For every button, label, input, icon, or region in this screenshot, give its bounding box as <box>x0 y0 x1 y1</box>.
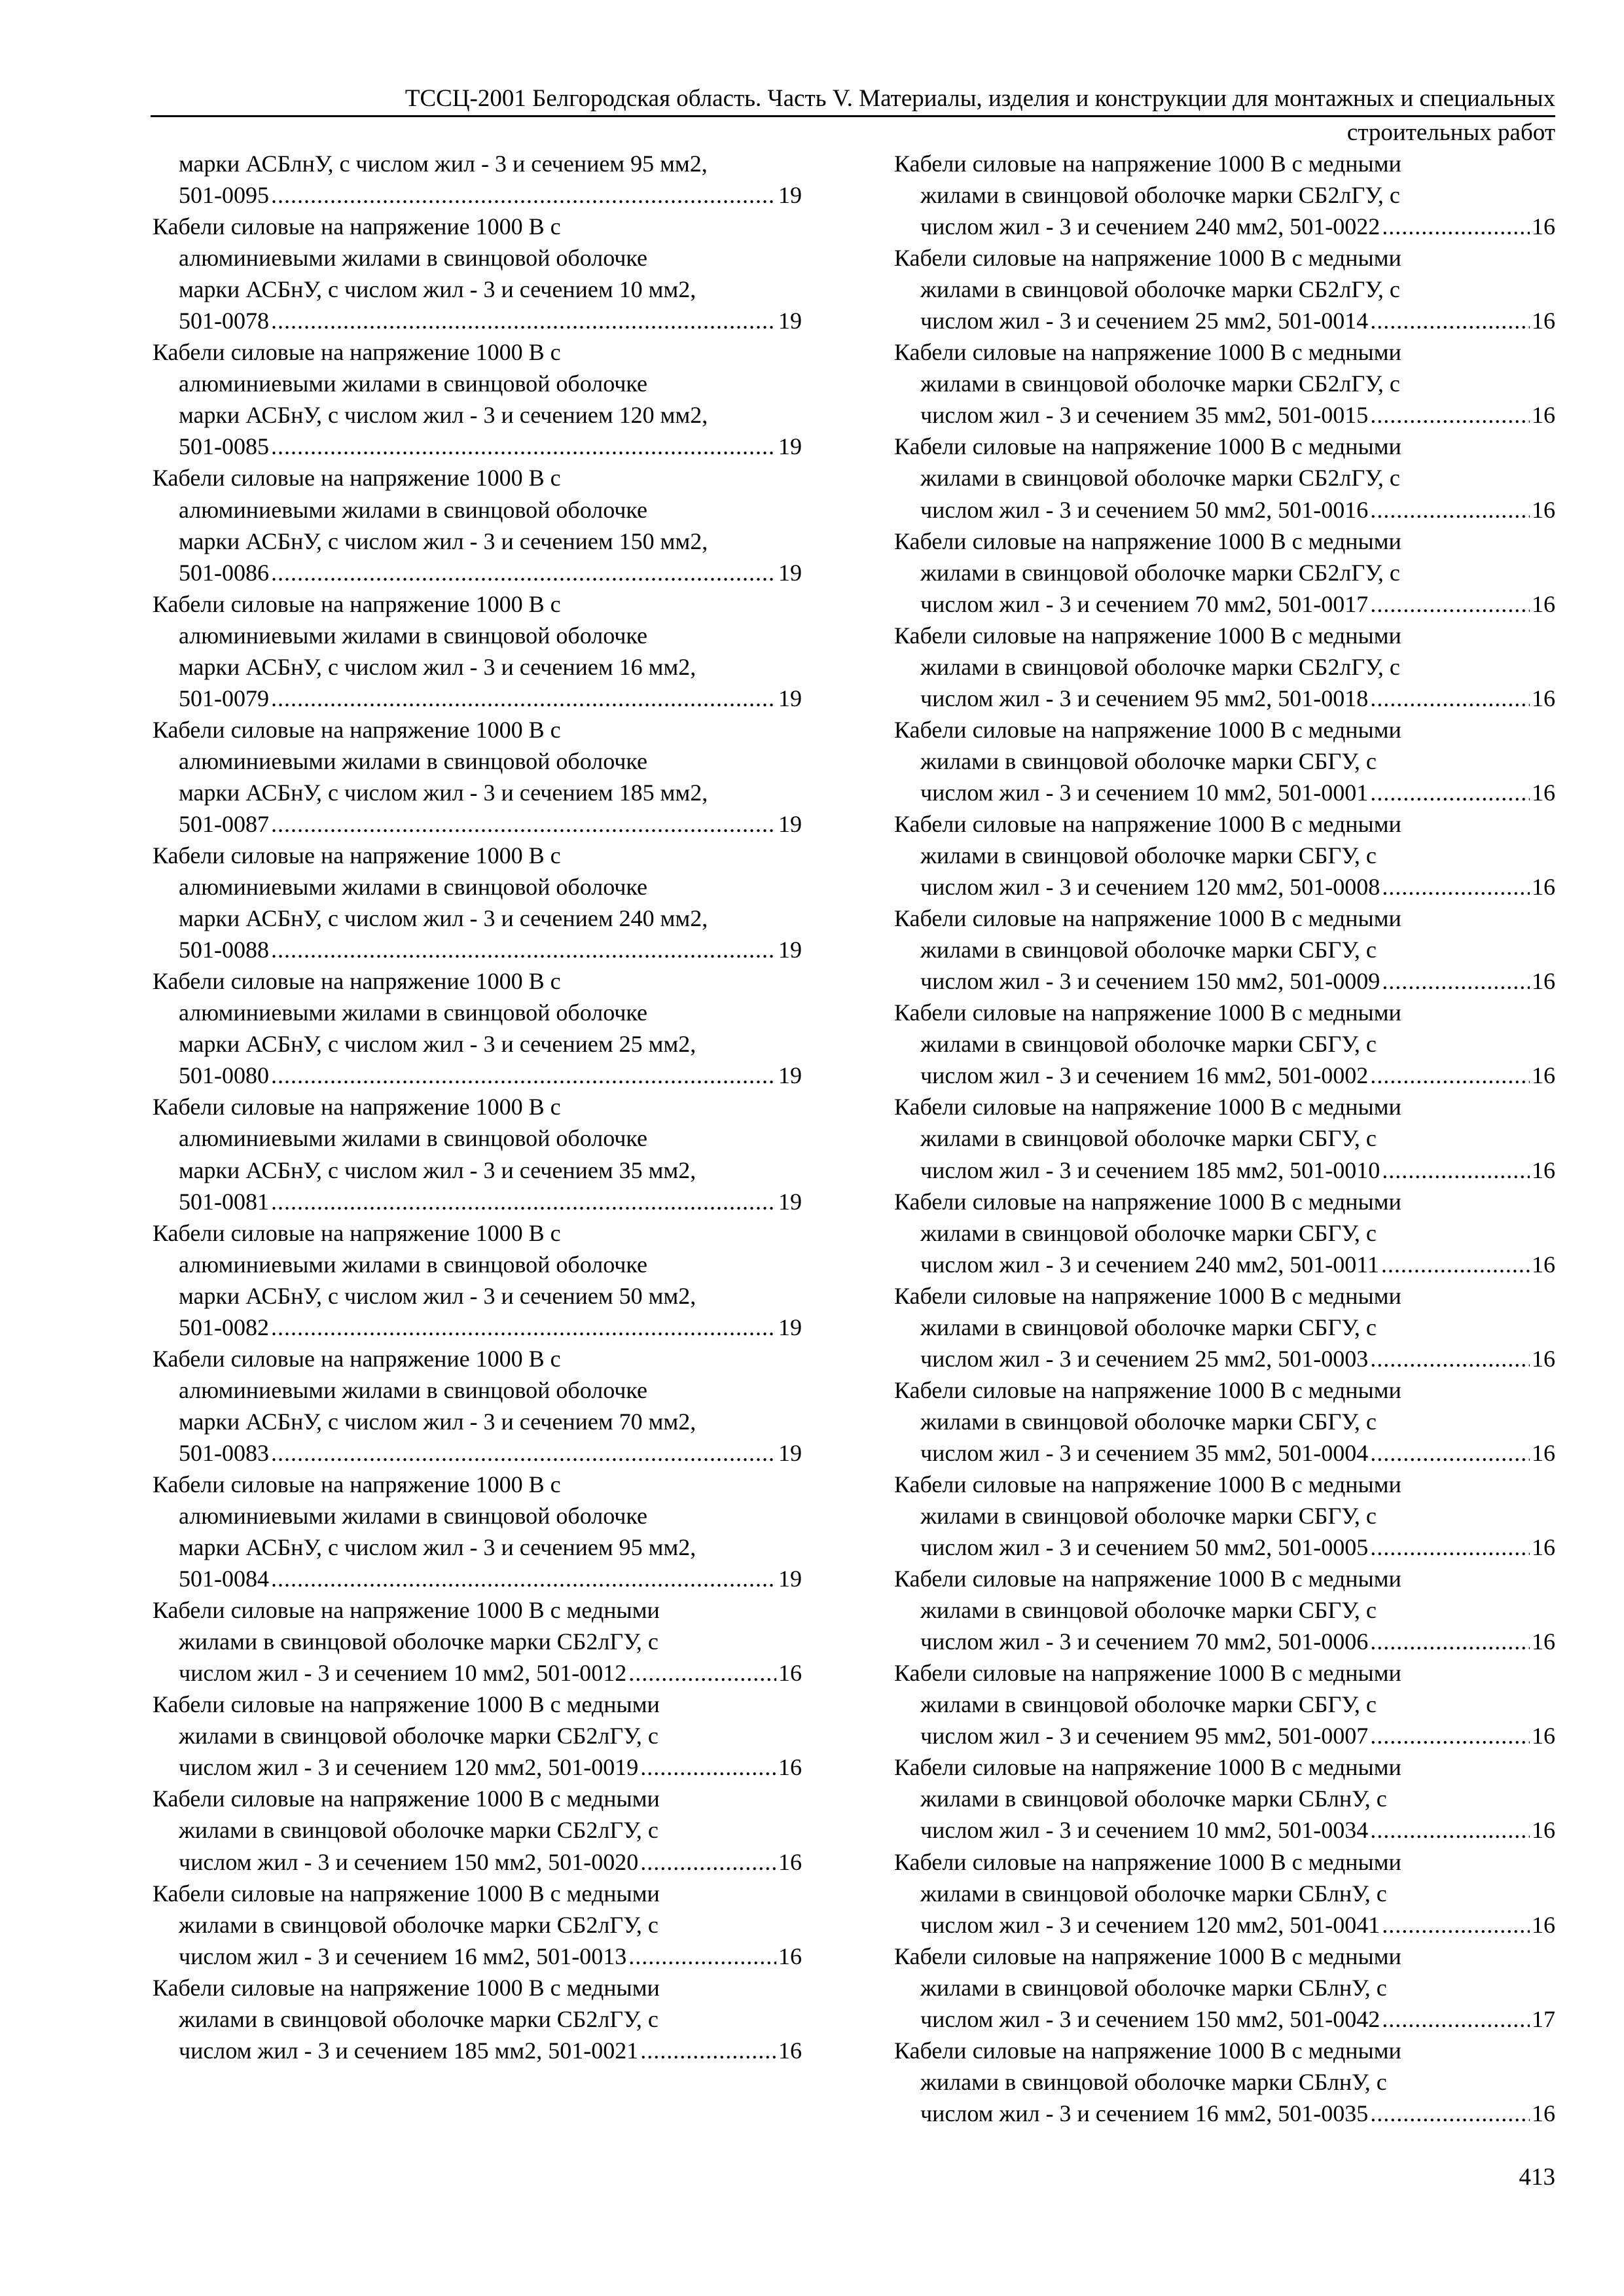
index-entry-line: марки АСБнУ, с числом жил - 3 и сечением 35 мм2, <box>179 1157 696 1183</box>
index-entry-line: Кабели силовые на напряжение 1000 В с <box>153 716 561 743</box>
index-entry-line: Кабели силовые на напряжение 1000 В с медными <box>153 1880 660 1907</box>
index-entry-page-ref: 16 <box>778 1754 802 1781</box>
index-entry-line: марки АСБнУ, с числом жил - 3 и сечением 150 мм2, <box>179 528 708 554</box>
index-entry-text: 501-0080 <box>179 1062 269 1089</box>
index-entry-line: Кабели силовые на напряжение 1000 В с медными <box>153 1785 660 1812</box>
index-entry-text: 501-0087 <box>179 810 269 837</box>
index-entry-line: жилами в свинцовой оболочке марки СБлнУ, с <box>920 1785 1387 1812</box>
index-entry-last-line <box>894 1532 1555 1563</box>
index-entry-line: жилами в свинцовой оболочке марки СБГУ, с <box>920 1597 1377 1624</box>
index-entry <box>894 431 1555 525</box>
index-entry-last-line <box>153 1312 802 1343</box>
dot-leader <box>640 1751 776 1783</box>
index-entry <box>153 1783 802 1877</box>
index-entry-line: жилами в свинцовой оболочке марки СБГУ, с <box>920 1219 1377 1246</box>
index-entry <box>894 1469 1555 1563</box>
index-entry-line: алюминиевыми жилами в свинцовой оболочке <box>179 496 647 523</box>
dot-leader <box>1370 1343 1530 1374</box>
index-entry <box>153 148 802 211</box>
index-entry-page-ref: 19 <box>778 182 802 209</box>
index-entry-line: Кабели силовые на напряжение 1000 В с <box>153 842 561 869</box>
index-entry-page-ref: 16 <box>1532 779 1555 806</box>
index-entry <box>153 965 802 1091</box>
index-entry-page-ref: 19 <box>778 1566 802 1592</box>
index-entry-text: числом жил - 3 и сечением 25 мм2, 501-0014 <box>920 308 1369 334</box>
index-entry-line: марки АСБнУ, с числом жил - 3 и сечением 240 мм2, <box>179 905 708 932</box>
index-entry-last-line <box>153 808 802 840</box>
index-entry-text: числом жил - 3 и сечением 35 мм2, 501-0004 <box>920 1439 1369 1466</box>
index-column-right <box>894 148 1555 2129</box>
index-entry <box>894 1280 1555 1374</box>
index-entry-last-line <box>894 494 1555 526</box>
index-entry-text: 501-0095 <box>179 182 269 209</box>
index-entry-text: числом жил - 3 и сечением 16 мм2, 501-0013 <box>179 1943 627 1969</box>
index-entry-text: 501-0088 <box>179 937 269 963</box>
index-entry-page-ref: 16 <box>1532 496 1555 523</box>
index-entry-line: алюминиевыми жилами в свинцовой оболочке <box>179 747 647 774</box>
index-entry-last-line <box>894 871 1555 903</box>
index-entry-line: жилами в свинцовой оболочке марки СБ2лГУ, с <box>179 1723 659 1749</box>
running-header-continuation: строительных работ <box>1346 119 1555 146</box>
index-entry-last-line <box>894 211 1555 242</box>
index-entry <box>894 242 1555 336</box>
index-entry-page-ref: 16 <box>1532 1251 1555 1278</box>
index-entry-page-ref: 19 <box>778 1062 802 1089</box>
index-entry-line: алюминиевыми жилами в свинцовой оболочке <box>179 1376 647 1403</box>
dot-leader <box>1370 494 1530 526</box>
index-entry <box>153 462 802 588</box>
index-entry-last-line <box>153 1941 802 1972</box>
index-entry <box>894 714 1555 808</box>
dot-leader <box>1370 1814 1530 1846</box>
index-entry-text: числом жил - 3 и сечением 50 мм2, 501-0016 <box>920 496 1369 523</box>
index-entry-text: числом жил - 3 и сечением 16 мм2, 501-0002 <box>920 1062 1369 1089</box>
dot-leader <box>1382 1155 1530 1186</box>
index-entry-line: Кабели силовые на напряжение 1000 В с медными <box>894 1471 1401 1498</box>
dot-leader <box>640 2035 776 2066</box>
index-entry-line: Кабели силовые на напряжение 1000 В с медными <box>894 1660 1401 1687</box>
index-entry-page-ref: 16 <box>1532 1439 1555 1466</box>
dot-leader <box>271 305 776 336</box>
index-entry-last-line <box>894 1343 1555 1374</box>
index-entry-line: жилами в свинцовой оболочке марки СБ2лГУ, с <box>920 370 1400 397</box>
index-entry-line: жилами в свинцовой оболочке марки СБлнУ, с <box>920 1974 1387 2001</box>
index-entry-last-line <box>153 557 802 588</box>
index-entry-text: числом жил - 3 и сечением 120 мм2, 501-0008 <box>920 874 1380 901</box>
index-entry-line: жилами в свинцовой оболочке марки СБ2лГУ, с <box>179 2005 659 2032</box>
index-entry-last-line <box>894 1249 1555 1280</box>
index-entry <box>153 1594 802 1689</box>
index-entry <box>894 997 1555 1091</box>
dot-leader <box>1382 1909 1530 1941</box>
dot-leader <box>1370 1060 1530 1091</box>
index-entry-line: Кабели силовые на напряжение 1000 В с <box>153 213 561 240</box>
dot-leader <box>1370 777 1530 808</box>
index-entry-line: алюминиевыми жилами в свинцовой оболочке <box>179 245 647 272</box>
index-entry-last-line <box>153 1060 802 1091</box>
index-entry-page-ref: 16 <box>1532 1817 1555 1844</box>
index-entry-line: Кабели силовые на напряжение 1000 В с медными <box>894 1188 1401 1215</box>
index-entry-line: жилами в свинцовой оболочке марки СБ2лГУ, с <box>179 1628 659 1655</box>
index-entry-text: числом жил - 3 и сечением 10 мм2, 501-0012 <box>179 1660 627 1687</box>
index-entry-last-line <box>153 1846 802 1878</box>
index-entry-line: Кабели силовые на напряжение 1000 В с медными <box>894 1754 1401 1781</box>
index-entry-page-ref: 19 <box>778 1188 802 1215</box>
index-entry-line: Кабели силовые на напряжение 1000 В с <box>153 1219 561 1246</box>
index-entry-line: жилами в свинцовой оболочке марки СБ2лГУ, с <box>179 1817 659 1844</box>
index-entry-last-line <box>894 1155 1555 1186</box>
index-entry-line: алюминиевыми жилами в свинцовой оболочке <box>179 874 647 901</box>
index-entry-text: числом жил - 3 и сечением 50 мм2, 501-0005 <box>920 1534 1369 1561</box>
index-entry-line: жилами в свинцовой оболочке марки СБГУ, с <box>920 1314 1377 1340</box>
index-entry-line: жилами в свинцовой оболочке марки СБ2лГУ, с <box>920 276 1400 303</box>
index-entry-line: марки АСБнУ, с числом жил - 3 и сечением 185 мм2, <box>179 779 708 806</box>
index-entry-text: числом жил - 3 и сечением 95 мм2, 501-0007 <box>920 1723 1369 1749</box>
index-entry-page-ref: 19 <box>778 1314 802 1340</box>
index-entry <box>894 620 1555 714</box>
index-entry-line: Кабели силовые на напряжение 1000 В с медными <box>894 999 1401 1026</box>
index-entry-line: алюминиевыми жилами в свинцовой оболочке <box>179 370 647 397</box>
running-header: ТССЦ-2001 Белгородская область. Часть V. Материалы, изделия и конструкции для монтажных и специальных <box>151 84 1555 117</box>
index-entry-page-ref: 16 <box>778 1848 802 1875</box>
dot-leader <box>271 1060 776 1091</box>
dot-leader <box>1370 588 1530 620</box>
index-entry-text: 501-0086 <box>179 559 269 586</box>
index-entry <box>894 1846 1555 1941</box>
index-entry-text: числом жил - 3 и сечением 10 мм2, 501-0034 <box>920 1817 1369 1844</box>
index-entry-page-ref: 16 <box>1532 590 1555 617</box>
index-entry-last-line <box>153 431 802 462</box>
index-entry-text: числом жил - 3 и сечением 150 мм2, 501-0042 <box>920 2005 1380 2032</box>
index-entry-last-line <box>894 1437 1555 1469</box>
dot-leader <box>1370 1437 1530 1469</box>
index-entry-page-ref: 16 <box>1532 1157 1555 1183</box>
index-entry-line: Кабели силовые на напряжение 1000 В с медными <box>894 1943 1401 1969</box>
index-entry-line: Кабели силовые на напряжение 1000 В с <box>153 968 561 995</box>
index-entry-text: числом жил - 3 и сечением 70 мм2, 501-0017 <box>920 590 1369 617</box>
dot-leader <box>271 1312 776 1343</box>
index-entry-text: 501-0082 <box>179 1314 269 1340</box>
index-entry-line: Кабели силовые на напряжение 1000 В с медными <box>153 1974 660 2001</box>
page-number: 413 <box>1519 2164 1555 2191</box>
dot-leader <box>271 808 776 840</box>
index-entry-line: марки АСБнУ, с числом жил - 3 и сечением 10 мм2, <box>179 276 696 303</box>
index-entry-page-ref: 19 <box>778 685 802 711</box>
dot-leader <box>640 1846 776 1878</box>
index-entry-line: Кабели силовые на напряжение 1000 В с медными <box>894 339 1401 366</box>
index-entry <box>153 211 802 336</box>
index-entry-last-line <box>153 1563 802 1594</box>
dot-leader <box>1382 2003 1530 2035</box>
index-entry-line: жилами в свинцовой оболочке марки СБГУ, с <box>920 1691 1377 1718</box>
index-entry-line: алюминиевыми жилами в свинцовой оболочке <box>179 1251 647 1278</box>
dot-leader <box>628 1941 776 1972</box>
index-entry-page-ref: 16 <box>1532 685 1555 711</box>
index-entry-line: Кабели силовые на напряжение 1000 В с медными <box>894 1848 1401 1875</box>
index-entry-text: числом жил - 3 и сечением 95 мм2, 501-0018 <box>920 685 1369 711</box>
index-entry-last-line <box>894 1626 1555 1657</box>
index-entry-page-ref: 16 <box>1532 1911 1555 1938</box>
index-entry-last-line <box>153 1657 802 1689</box>
index-entry-page-ref: 16 <box>1532 1345 1555 1372</box>
index-entry-page-ref: 19 <box>778 1439 802 1466</box>
index-entry-page-ref: 19 <box>778 433 802 460</box>
index-entry-line: Кабели силовые на напряжение 1000 В с <box>153 1094 561 1121</box>
index-entry-text: числом жил - 3 и сечением 120 мм2, 501-0019 <box>179 1754 639 1781</box>
index-entry-line: жилами в свинцовой оболочке марки СБ2лГУ, с <box>920 465 1400 492</box>
index-entry-line: Кабели силовые на напряжение 1000 В с <box>153 339 561 366</box>
index-entry-text: числом жил - 3 и сечением 150 мм2, 501-0009 <box>920 968 1380 995</box>
index-entry-page-ref: 16 <box>778 1660 802 1687</box>
index-entry-page-ref: 16 <box>1532 213 1555 240</box>
index-entry-line: Кабели силовые на напряжение 1000 В с <box>153 1345 561 1372</box>
index-entry-line: Кабели силовые на напряжение 1000 В с медными <box>894 433 1401 460</box>
index-entry <box>894 903 1555 997</box>
index-entry-line: жилами в свинцовой оболочке марки СБГУ, с <box>920 1408 1377 1435</box>
index-entry-last-line <box>894 1814 1555 1846</box>
index-entry-line: жилами в свинцовой оболочке марки СБГУ, с <box>920 937 1377 963</box>
dot-leader <box>1382 965 1530 997</box>
index-entry-page-ref: 17 <box>1532 2005 1555 2032</box>
index-entry-last-line <box>894 1720 1555 1751</box>
index-entry-text: числом жил - 3 и сечением 240 мм2, 501-0022 <box>920 213 1380 240</box>
index-entry-line: Кабели силовые на напряжение 1000 В с медными <box>894 622 1401 649</box>
index-entry-page-ref: 16 <box>1532 968 1555 995</box>
index-entry-last-line <box>153 305 802 336</box>
index-entry-line: Кабели силовые на напряжение 1000 В с медными <box>894 1566 1401 1592</box>
index-entry-line: жилами в свинцовой оболочке марки СБлнУ, с <box>920 2068 1387 2095</box>
index-entry <box>894 1186 1555 1280</box>
index-entry-page-ref: 16 <box>778 1943 802 1969</box>
index-entry-line: марки АСБнУ, с числом жил - 3 и сечением 25 мм2, <box>179 1031 696 1058</box>
index-entry <box>153 1217 802 1343</box>
index-entry-text: числом жил - 3 и сечением 35 мм2, 501-0015 <box>920 402 1369 429</box>
index-entry <box>894 1091 1555 1185</box>
index-entry-text: 501-0083 <box>179 1439 269 1466</box>
index-entry-line: Кабели силовые на напряжение 1000 В с медными <box>894 810 1401 837</box>
dot-leader <box>271 1437 776 1469</box>
index-entry-line: Кабели силовые на напряжение 1000 В с <box>153 465 561 492</box>
dot-leader <box>271 683 776 714</box>
dot-leader <box>271 934 776 965</box>
dot-leader <box>271 431 776 462</box>
index-entry-line: Кабели силовые на напряжение 1000 В с медными <box>894 528 1401 554</box>
index-entry-page-ref: 16 <box>1532 1723 1555 1749</box>
index-entry-last-line <box>894 399 1555 431</box>
index-entry <box>894 1657 1555 1751</box>
index-entry-line: Кабели силовые на напряжение 1000 В с медными <box>894 1094 1401 1121</box>
index-entry-text: числом жил - 3 и сечением 25 мм2, 501-0003 <box>920 1345 1369 1372</box>
index-entry-line: жилами в свинцовой оболочке марки СБГУ, с <box>920 1031 1377 1058</box>
index-entry-line: марки АСБлнУ, с числом жил - 3 и сечением 95 мм2, <box>179 151 708 177</box>
index-entry-last-line <box>894 683 1555 714</box>
dot-leader <box>1370 683 1530 714</box>
index-entry-line: Кабели силовые на напряжение 1000 В с медными <box>894 716 1401 743</box>
index-entry <box>153 840 802 965</box>
index-entry-line: Кабели силовые на напряжение 1000 В с <box>153 1471 561 1498</box>
index-entry-line: жилами в свинцовой оболочке марки СБ2лГУ, с <box>920 653 1400 680</box>
index-entry-line: Кабели силовые на напряжение 1000 В с медными <box>153 1597 660 1624</box>
index-entry <box>153 1091 802 1217</box>
index-entry <box>894 1941 1555 2035</box>
index-entry-text: числом жил - 3 и сечением 240 мм2, 501-0011 <box>920 1251 1379 1278</box>
index-entry-text: 501-0081 <box>179 1188 269 1215</box>
dot-leader <box>1370 399 1530 431</box>
index-entry-last-line <box>153 1186 802 1217</box>
index-entry-line: жилами в свинцовой оболочке марки СБлнУ, с <box>920 1880 1387 1907</box>
index-entry-line: жилами в свинцовой оболочке марки СБ2лГУ, с <box>179 1911 659 1938</box>
dot-leader <box>271 1563 776 1594</box>
index-entry-line: Кабели силовые на напряжение 1000 В с медными <box>894 905 1401 932</box>
index-entry-last-line <box>894 588 1555 620</box>
index-entry-page-ref: 19 <box>778 308 802 334</box>
index-entry-page-ref: 16 <box>1532 874 1555 901</box>
index-entry-page-ref: 16 <box>778 2037 802 2064</box>
index-entry-line: Кабели силовые на напряжение 1000 В с медными <box>153 1691 660 1718</box>
index-entry-page-ref: 19 <box>778 937 802 963</box>
index-entry-line: Кабели силовые на напряжение 1000 В с медными <box>894 1282 1401 1309</box>
index-entry-last-line <box>894 1060 1555 1091</box>
index-entry-line: жилами в свинцовой оболочке марки СБГУ, с <box>920 1503 1377 1530</box>
index-entry-line: жилами в свинцовой оболочке марки СБГУ, с <box>920 1125 1377 1152</box>
index-entry-text: 501-0084 <box>179 1566 269 1592</box>
index-entry-page-ref: 16 <box>1532 2100 1555 2126</box>
dot-leader <box>1370 305 1530 336</box>
index-entry-text: числом жил - 3 и сечением 185 мм2, 501-0021 <box>179 2037 639 2064</box>
index-entry-page-ref: 16 <box>1532 402 1555 429</box>
index-entry-text: числом жил - 3 и сечением 120 мм2, 501-0041 <box>920 1911 1380 1938</box>
index-entry-line: марки АСБнУ, с числом жил - 3 и сечением 70 мм2, <box>179 1408 696 1435</box>
dot-leader <box>1382 871 1530 903</box>
index-entry <box>153 1343 802 1469</box>
index-entry-page-ref: 16 <box>1532 1628 1555 1655</box>
index-entry <box>153 1972 802 2066</box>
index-entry-last-line <box>894 2003 1555 2035</box>
index-entry-page-ref: 16 <box>1532 1062 1555 1089</box>
index-entry-text: 501-0085 <box>179 433 269 460</box>
index-entry-line: алюминиевыми жилами в свинцовой оболочке <box>179 622 647 649</box>
index-entry-line: жилами в свинцовой оболочке марки СБ2лГУ, с <box>920 182 1400 209</box>
index-entry-text: числом жил - 3 и сечением 150 мм2, 501-0020 <box>179 1848 639 1875</box>
index-entry <box>153 1878 802 1972</box>
index-entry-line: жилами в свинцовой оболочке марки СБ2лГУ, с <box>920 559 1400 586</box>
index-entry-last-line <box>153 2035 802 2066</box>
index-entry <box>894 2035 1555 2129</box>
index-entry-line: жилами в свинцовой оболочке марки СБГУ, с <box>920 842 1377 869</box>
index-entry <box>153 1469 802 1594</box>
index-entry-line: марки АСБнУ, с числом жил - 3 и сечением 50 мм2, <box>179 1282 696 1309</box>
index-entry-page-ref: 19 <box>778 559 802 586</box>
index-entry-text: 501-0078 <box>179 308 269 334</box>
index-entry-last-line <box>153 179 802 211</box>
index-entry <box>894 336 1555 431</box>
index-entry <box>153 1689 802 1783</box>
index-entry-text: числом жил - 3 и сечением 16 мм2, 501-0035 <box>920 2100 1369 2126</box>
index-entry-last-line <box>894 965 1555 997</box>
index-entry-line: Кабели силовые на напряжение 1000 В с медными <box>894 1376 1401 1403</box>
index-entry-page-ref: 16 <box>1532 1534 1555 1561</box>
index-entry <box>894 808 1555 903</box>
index-column-left <box>153 148 802 2066</box>
index-entry-page-ref: 19 <box>778 810 802 837</box>
index-entry-line: алюминиевыми жилами в свинцовой оболочке <box>179 1125 647 1152</box>
index-entry-last-line <box>153 683 802 714</box>
dot-leader <box>271 179 776 211</box>
index-entry-line: Кабели силовые на напряжение 1000 В с медными <box>894 151 1401 177</box>
dot-leader <box>628 1657 776 1689</box>
index-entry-line: алюминиевыми жилами в свинцовой оболочке <box>179 1503 647 1530</box>
dot-leader <box>1370 1626 1530 1657</box>
index-entry <box>894 526 1555 620</box>
index-entry <box>894 1374 1555 1469</box>
index-entry-last-line <box>894 2098 1555 2129</box>
index-entry-last-line <box>153 934 802 965</box>
dot-leader <box>1370 1532 1530 1563</box>
index-entry <box>894 1563 1555 1657</box>
dot-leader <box>1381 1249 1530 1280</box>
dot-leader <box>1370 1720 1530 1751</box>
index-entry-line: марки АСБнУ, с числом жил - 3 и сечением 120 мм2, <box>179 402 708 429</box>
index-entry-text: числом жил - 3 и сечением 10 мм2, 501-0001 <box>920 779 1369 806</box>
index-entry-last-line <box>894 1909 1555 1941</box>
index-entry <box>153 588 802 714</box>
index-entry-page-ref: 16 <box>1532 308 1555 334</box>
index-entry-last-line <box>153 1751 802 1783</box>
index-entry <box>153 714 802 840</box>
index-entry-text: 501-0079 <box>179 685 269 711</box>
index-entry-line: Кабели силовые на напряжение 1000 В с медными <box>894 245 1401 272</box>
index-entry <box>894 148 1555 242</box>
index-entry-text: числом жил - 3 и сечением 70 мм2, 501-0006 <box>920 1628 1369 1655</box>
index-entry-line: Кабели силовые на напряжение 1000 В с <box>153 590 561 617</box>
index-entry-text: числом жил - 3 и сечением 185 мм2, 501-0010 <box>920 1157 1380 1183</box>
index-entry-last-line <box>894 777 1555 808</box>
index-entry-line: алюминиевыми жилами в свинцовой оболочке <box>179 999 647 1026</box>
index-entry-line: жилами в свинцовой оболочке марки СБГУ, с <box>920 747 1377 774</box>
index-entry-line: марки АСБнУ, с числом жил - 3 и сечением 16 мм2, <box>179 653 696 680</box>
index-entry-last-line <box>153 1437 802 1469</box>
index-entry-last-line <box>894 305 1555 336</box>
dot-leader <box>271 1186 776 1217</box>
dot-leader <box>1382 211 1530 242</box>
index-entry <box>894 1751 1555 1846</box>
index-entry-line: марки АСБнУ, с числом жил - 3 и сечением 95 мм2, <box>179 1534 696 1561</box>
dot-leader <box>271 557 776 588</box>
index-entry <box>153 336 802 462</box>
dot-leader <box>1370 2098 1530 2129</box>
index-entry-line: Кабели силовые на напряжение 1000 В с медными <box>894 2037 1401 2064</box>
